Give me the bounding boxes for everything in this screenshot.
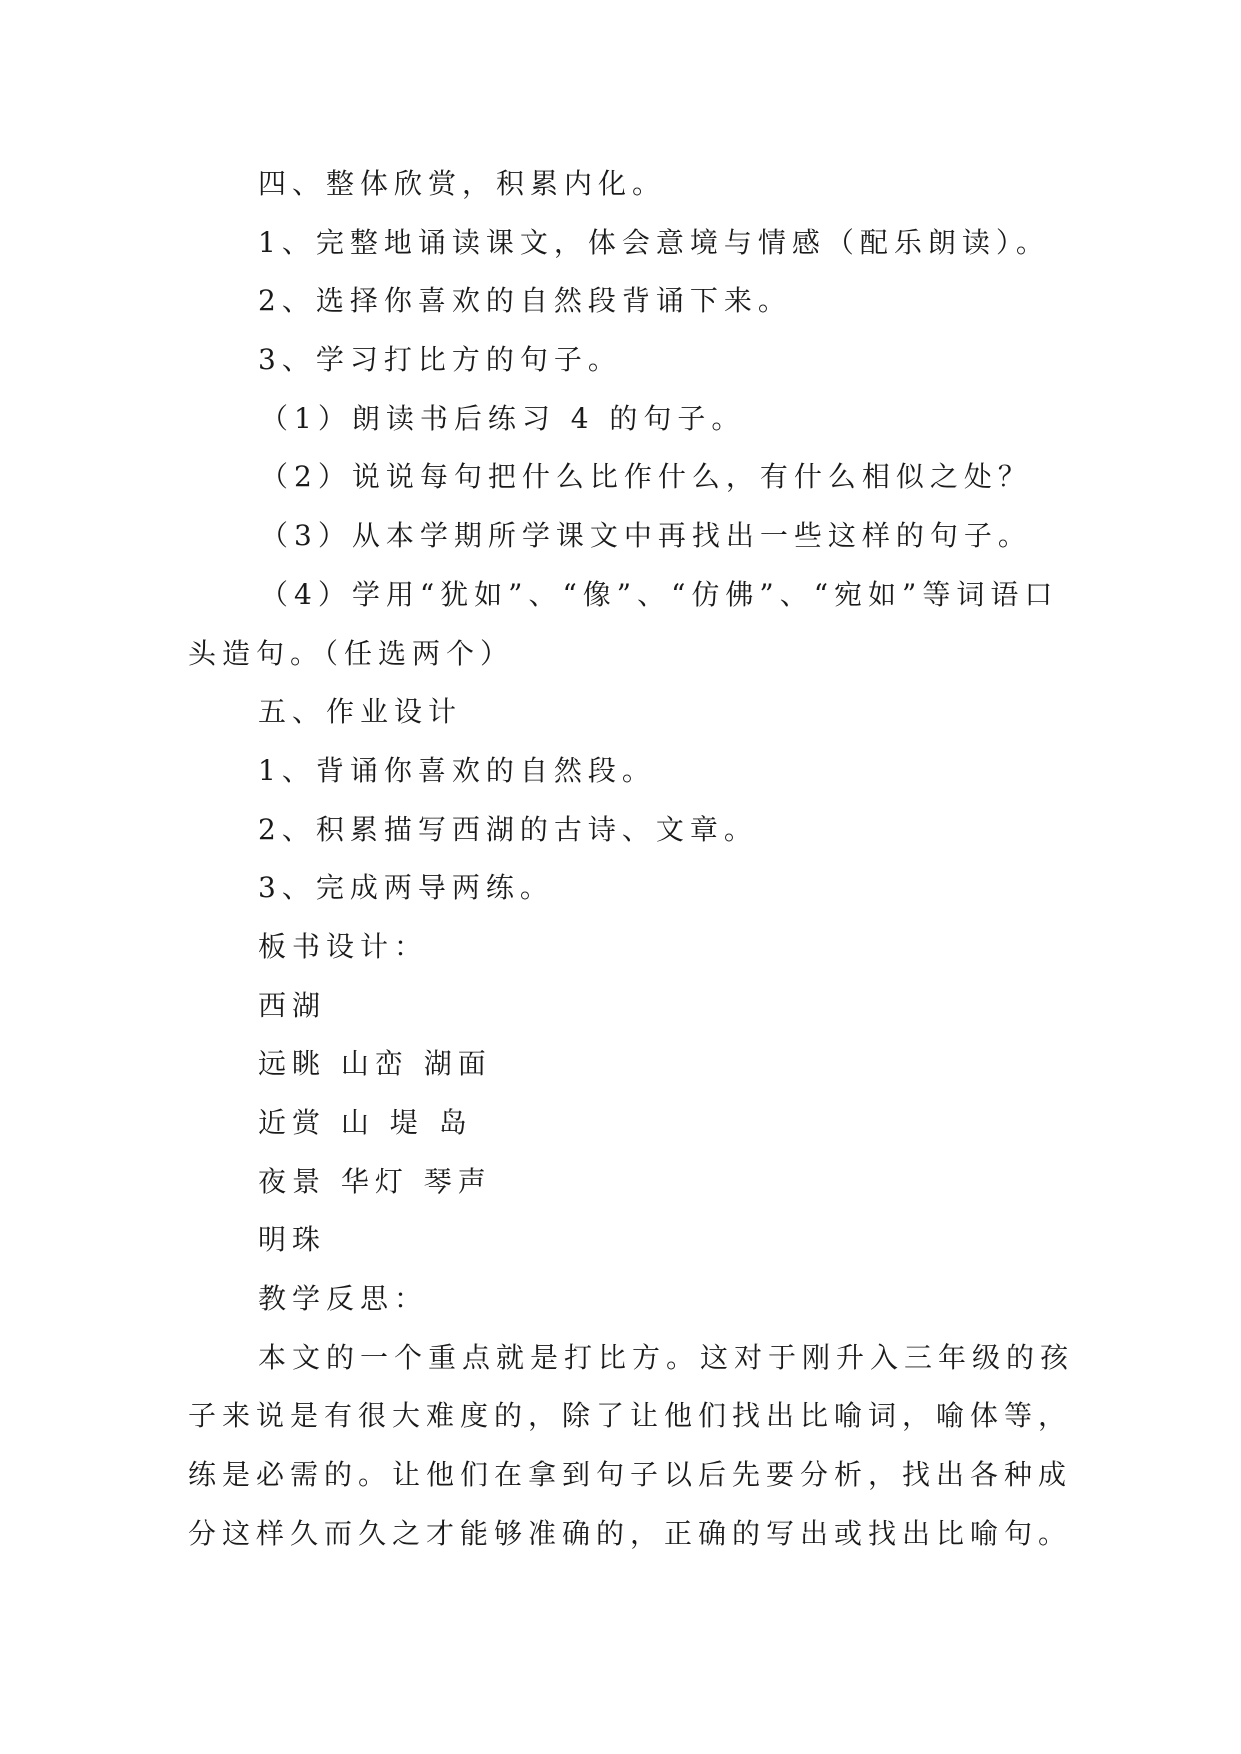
text-line: （1）朗读书后练习 4 的句子。	[260, 401, 746, 435]
section-heading-5: 五、作业设计	[258, 695, 463, 729]
text-line: 1、完整地诵读课文，体会意境与情感（配乐朗读）。	[258, 225, 1050, 259]
paragraph-line: 本文的一个重点就是打比方。这对于刚升入三年级的孩	[258, 1340, 1075, 1374]
paragraph-line: 子来说是有很大难度的，除了让他们找出比喻词，喻体等，	[188, 1399, 1073, 1433]
reflection-heading: 教学反思：	[258, 1282, 429, 1316]
text-line: （3）从本学期所学课文中再找出一些这样的句子。	[260, 519, 1032, 553]
text-line: （2）说说每句把什么比作什么，有什么相似之处？	[260, 460, 1032, 494]
board-line: 远眺 山峦 湖面	[258, 1047, 492, 1081]
text-line: 2、选择你喜欢的自然段背诵下来。	[258, 284, 792, 318]
text-line: （4）学用“犹如”、“像”、“仿佛”、“宛如”等词语口	[260, 577, 1059, 611]
board-line: 夜景 华灯 琴声	[258, 1164, 492, 1198]
board-line: 明珠	[258, 1223, 327, 1257]
board-design-heading: 板书设计：	[258, 929, 429, 963]
text-line: 1、背诵你喜欢的自然段。	[258, 753, 656, 787]
paragraph-line: 练是必需的。让他们在拿到句子以后先要分析，找出各种成	[188, 1458, 1073, 1492]
text-line: 3、学习打比方的句子。	[258, 343, 622, 377]
text-line: 头造句。（任选两个）	[188, 636, 515, 670]
section-heading-4: 四、整体欣赏，积累内化。	[258, 167, 667, 200]
board-line: 西湖	[258, 988, 327, 1022]
board-line: 近赏 山 堤 岛	[258, 1106, 473, 1139]
text-line: 3、完成两导两练。	[258, 871, 554, 905]
paragraph-line: 分这样久而久之才能够准确的，正确的写出或找出比喻句。	[188, 1516, 1073, 1550]
text-line: 2、积累描写西湖的古诗、文章。	[258, 812, 758, 846]
document-body	[188, 155, 1075, 1564]
